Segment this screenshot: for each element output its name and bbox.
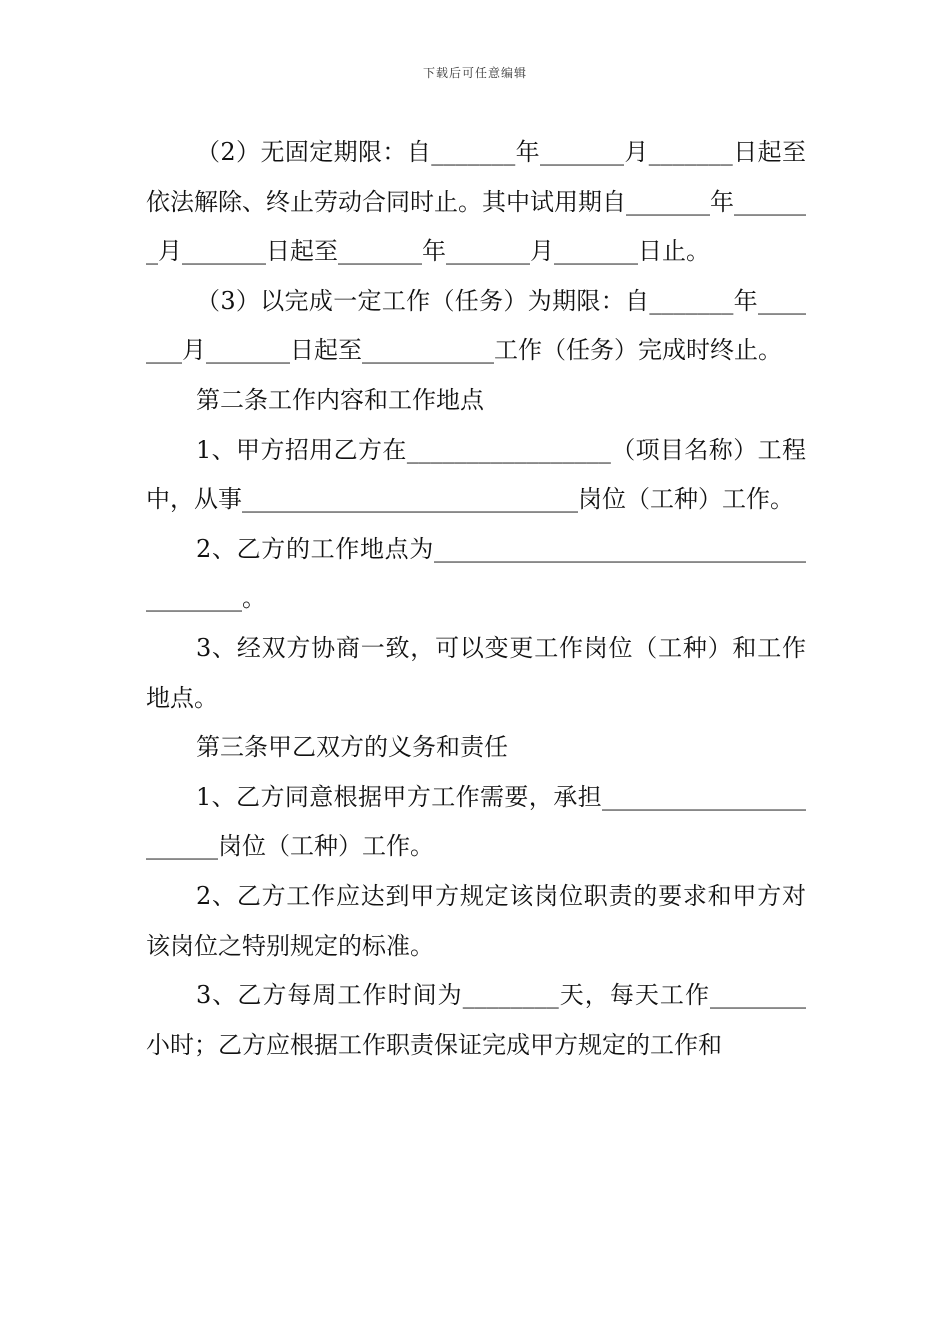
page-header-note: 下载后可任意编辑 [422,66,527,80]
article-2-item-3: 3、经双方协商一致，可以变更工作岗位（工种）和工作地点。 [146,633,806,712]
article-2-item-2: 2、乙方的工作地点为_______________________________________。 [146,534,806,613]
article-3-item-2: 2、乙方工作应达到甲方规定该岗位职责的要求和甲方对该岗位之特别规定的标准。 [146,881,806,960]
clause-term-no-fixed: （2）无固定期限：自_______年_______月_______日起至依法解除、终止劳动合同时止。其中试用期自_______年_______月_______日起至_______年_______月_______日止。 [146,138,806,266]
article-3-item-3: 3、乙方每周工作时间为________天，每天工作________小时；乙方应根据工作职责保证完成甲方规定的工作和 [146,981,806,1059]
clause-term-task-based: （3）以完成一定工作（任务）为期限：自_______年_______月_______日起至___________工作（任务）完成时终止。 [146,286,806,365]
document-body [146,128,806,1070]
article-2-item-1: 1、甲方招用乙方在_________________（项目名称）工程中，从事____________________________岗位（工种）工作。 [146,435,806,514]
article-3-heading: 第三条甲乙双方的义务和责任 [196,733,508,762]
article-3-item-1: 1、乙方同意根据甲方工作需要，承担_______________________岗位（工种）工作。 [146,782,806,861]
article-2-heading: 第二条工作内容和工作地点 [196,385,484,414]
